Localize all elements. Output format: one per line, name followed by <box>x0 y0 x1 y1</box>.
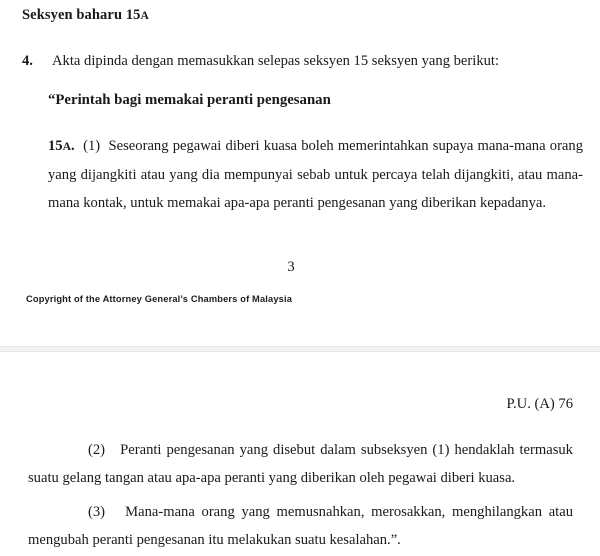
subsection-1-lead-suffix: . <box>71 138 75 154</box>
clause-4 <box>22 48 582 75</box>
clause-text: Akta dipinda dengan memasukkan selepas seksyen 15 seksyen yang berikut: <box>52 53 500 69</box>
subsection-1-lead-smallcap: A <box>62 140 72 153</box>
running-head-pu-number: P.U. (A) 76 <box>506 396 573 412</box>
subsection-1-lead-number: 15 <box>48 138 63 154</box>
subsection-2-text: Peranti pengesanan yang disebut dalam subseksyen (1) hendaklah termasuk suatu gelang tangan atau apa-apa peranti yang diberikan oleh pegawai diberi kuasa. <box>28 442 573 486</box>
subsection-2-paragraph <box>28 436 573 492</box>
subsection-1-paragraph <box>48 132 583 217</box>
quoted-section-heading: “Perintah bagi memakai peranti pengesanan <box>48 92 331 108</box>
subsection-1-marker: (1) <box>83 138 101 154</box>
document-page-2 <box>0 352 600 556</box>
subsection-3-marker: (3) <box>88 504 106 520</box>
marginal-heading-smallcap: A <box>140 9 150 22</box>
subsection-1-text: Seseorang pegawai diberi kuasa boleh memerintahkan supaya mana-mana orang yang dijangkiti atau yang dia mempunyai sebab untuk percaya telah dijangkiti, atau mana-mana kontak, untuk memakai apa-apa peranti pengesanan yang diberikan kepadanya. <box>48 138 584 211</box>
subsection-3-paragraph <box>28 498 573 554</box>
page-number: 3 <box>287 259 295 275</box>
marginal-heading-text: Seksyen baharu 15 <box>22 7 141 23</box>
subsection-3-text: Mana-mana orang yang memusnahkan, merosakkan, menghilangkan atau mengubah peranti pengesanan itu melakukan suatu kesalahan.”. <box>28 504 574 548</box>
copyright-notice: Copyright of the Attorney General’s Chambers of Malaysia <box>26 294 293 304</box>
marginal-heading <box>22 7 149 24</box>
clause-number: 4. <box>22 53 33 69</box>
subsection-2-marker: (2) <box>88 442 106 458</box>
